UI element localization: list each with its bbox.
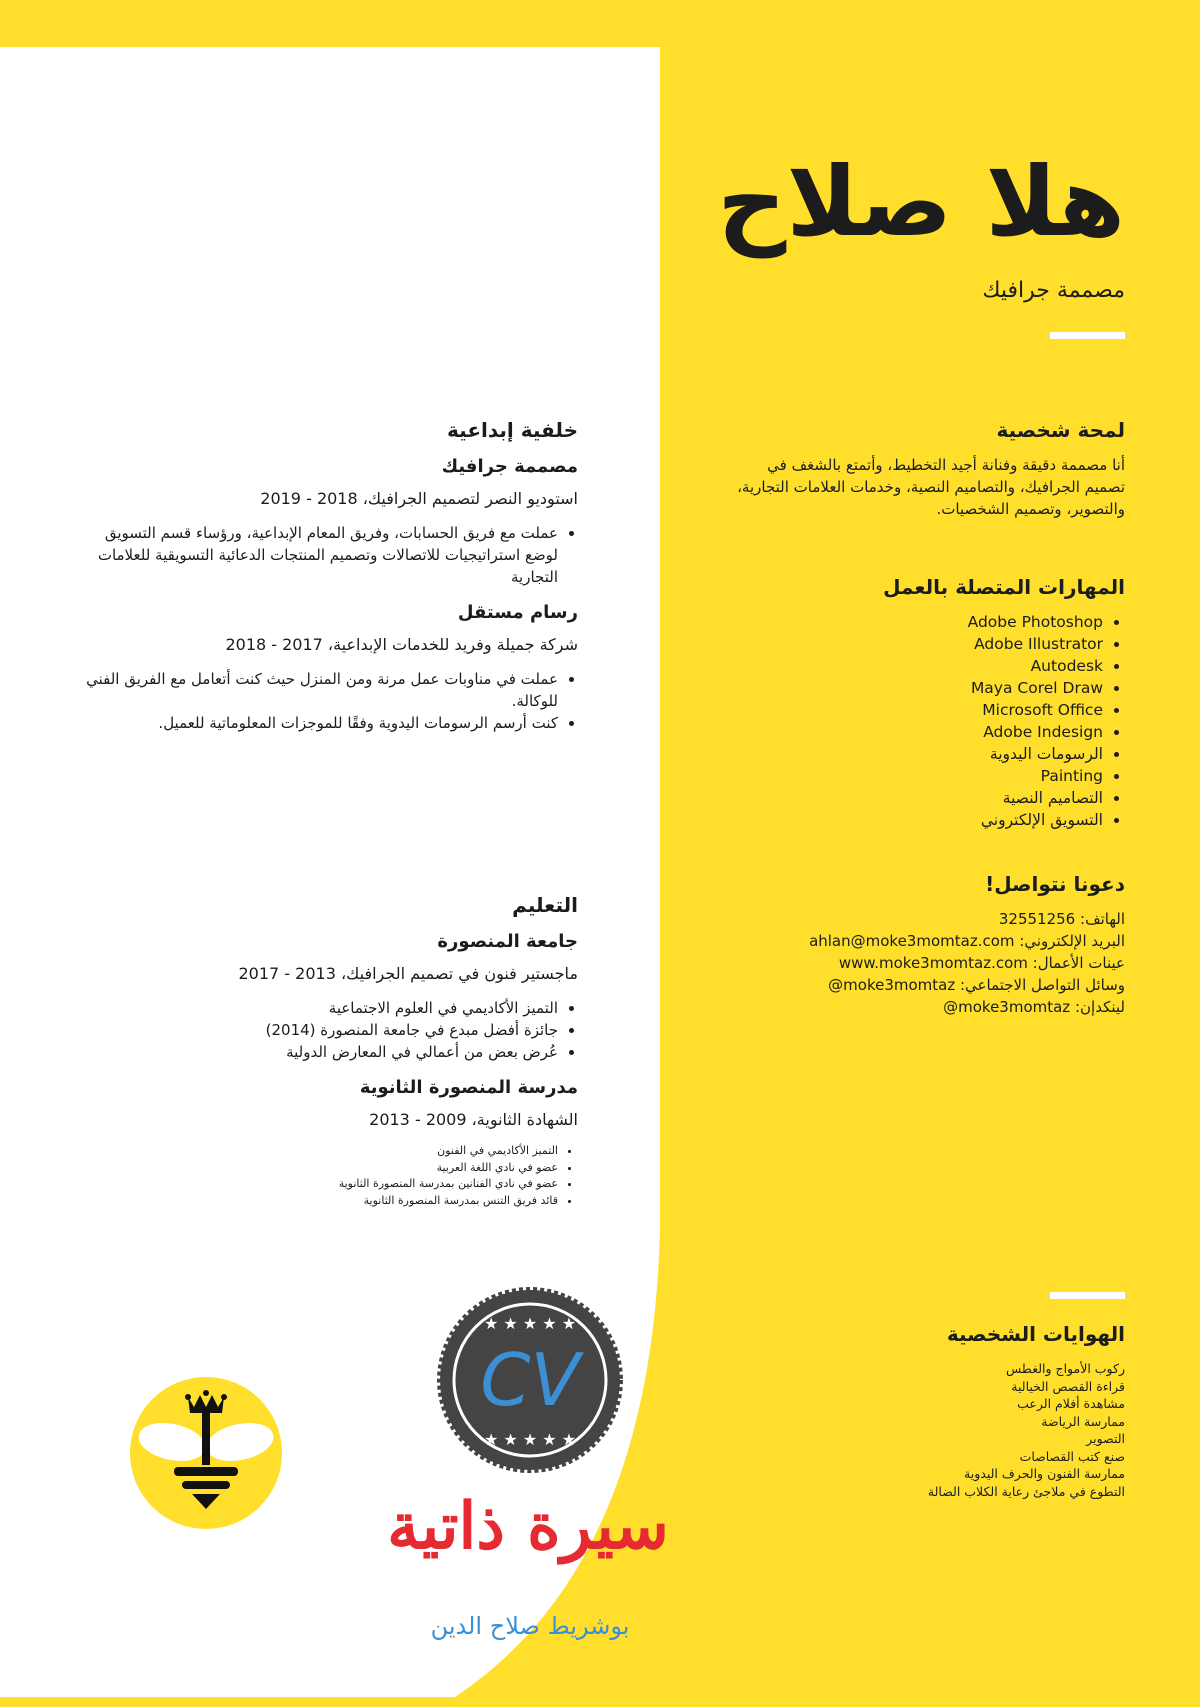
contact-email (685, 930, 1125, 952)
hobby-item: صنع كتب القصاصات (1019, 1448, 1125, 1464)
contact-label: الهاتف: (1080, 910, 1125, 928)
cv-badge-icon (437, 1287, 623, 1477)
hobby-item: ممارسة الفنون والحرف اليدوية (964, 1466, 1125, 1481)
contact-section (685, 872, 1125, 1018)
school-name: مدرسة المنصورة الثانوية (359, 1077, 578, 1098)
school-bullet: • جائزة أفضل مبدع في جامعة المنصورة (2014) (68, 1019, 558, 1041)
school-degree: ماجستير فنون في تصميم الجرافيك، 2013 - 2017 (238, 964, 578, 983)
education-section (68, 893, 578, 1209)
contact-value[interactable]: www.moke3momtaz.com (838, 954, 1028, 972)
person-name: هلا صلاح (717, 146, 1125, 258)
brand-title: سيرة ذاتية (387, 1489, 669, 1564)
role-title: مصممة جرافيك (441, 456, 578, 477)
school-bullet: • عضو في نادي اللغة العربية (68, 1160, 558, 1177)
skill-item: • التصاميم النصية (735, 787, 1103, 809)
hobbies-section (735, 1322, 1125, 1500)
svg-text:★ ★ ★ ★ ★: ★ ★ ★ ★ ★ (483, 1314, 577, 1333)
profile-title: لمحة شخصية (996, 418, 1125, 442)
role-bullets (68, 668, 578, 734)
experience-section (68, 418, 578, 734)
hobby-item: قراءة القصص الخيالية (1011, 1378, 1125, 1394)
education-title: التعليم (512, 893, 578, 917)
school-degree: الشهادة الثانوية، 2009 - 2013 (369, 1110, 578, 1129)
school-bullet: • عُرض بعض من أعمالي في المعارض الدولية (68, 1041, 558, 1063)
skill-item: • Maya Corel Draw (735, 677, 1103, 699)
school-bullets (68, 997, 578, 1063)
role-title: رسام مستقل (457, 602, 578, 623)
skills-section (735, 575, 1125, 831)
hobby-item: ممارسة الرياضة (1041, 1413, 1125, 1429)
bee-logo-icon (130, 1377, 282, 1533)
skill-item: • التسويق الإلكتروني (735, 809, 1103, 831)
contact-label: عينات الأعمال: (1032, 954, 1125, 972)
skill-item: • Adobe Indesign (735, 721, 1103, 743)
skill-item: • Autodesk (735, 655, 1103, 677)
role-bullet: • كنت أرسم الرسومات اليدوية وفقًا للموجزات المعلوماتية للعميل. (68, 712, 558, 734)
hobbies-title: الهوايات الشخصية (946, 1322, 1125, 1346)
skill-item: • الرسومات اليدوية (735, 743, 1103, 765)
experience-role (68, 456, 578, 588)
badge-text: CV (480, 1338, 580, 1422)
education-school (68, 931, 578, 1063)
contact-value: 32551256 (998, 910, 1076, 928)
hobbies-divider (1050, 1292, 1125, 1299)
contact-value: @moke3momtaz (943, 998, 1071, 1016)
contact-value[interactable]: ahlan@moke3momtaz.com (809, 932, 1015, 950)
contact-label: البريد الإلكتروني: (1019, 932, 1125, 950)
contact-portfolio (685, 952, 1125, 974)
contact-linkedin (685, 996, 1125, 1018)
title-divider (1050, 332, 1125, 339)
skill-item: • Microsoft Office (735, 699, 1103, 721)
hobby-item: التصوير (1086, 1431, 1125, 1446)
experience-role (68, 602, 578, 734)
contact-social (685, 974, 1125, 996)
education-school (68, 1077, 578, 1209)
role-bullet: • عملت في مناوبات عمل مرنة ومن المنزل حيث كنت أتعامل مع الفريق الفني للوكالة. (68, 668, 558, 712)
contact-value: @moke3momtaz (828, 976, 956, 994)
role-company: استوديو النصر لتصميم الجرافيك، 2018 - 2019 (260, 489, 578, 508)
svg-text:★ ★ ★ ★ ★: ★ ★ ★ ★ ★ (483, 1430, 577, 1449)
school-bullets (68, 1143, 578, 1209)
skill-item: • Painting (735, 765, 1103, 787)
school-bullet: • عضو في نادي الفنانين بمدرسة المنصورة الثانوية (68, 1176, 558, 1193)
role-company: شركة جميلة وفريد للخدمات الإبداعية، 2017 - 2018 (225, 635, 578, 654)
brand-author: بوشريط صلاح الدين (430, 1612, 630, 1640)
profile-section (735, 418, 1125, 520)
skills-list (735, 611, 1125, 831)
skill-item: • Adobe Photoshop (735, 611, 1103, 633)
hobbies-list (735, 1360, 1125, 1500)
skills-title: المهارات المتصلة بالعمل (883, 575, 1125, 599)
contact-phone (685, 908, 1125, 930)
contact-label: لينكدإن: (1074, 998, 1125, 1016)
job-title: مصممة جرافيك (982, 278, 1125, 303)
school-name: جامعة المنصورة (437, 931, 578, 952)
school-bullet: • التميز الأكاديمي في الفنون (68, 1143, 558, 1160)
profile-text: أنا مصممة دقيقة وفنانة أجيد التخطيط، وأتمتع بالشغف في تصميم الجرافيك، والتصاميم النصية، وخدمات العلامات التجارية، والتصوير، وتصميم الشخصيات. (737, 456, 1125, 518)
role-bullets (68, 522, 578, 588)
school-bullet: • التميز الأكاديمي في العلوم الاجتماعية (68, 997, 558, 1019)
role-bullet: • عملت مع فريق الحسابات، وفريق المعام الإبداعية، ورؤساء قسم التسويق لوضع استراتيجيات للاتصالات وتصميم المنتجات الدعائية التسويقية للعلامات التجارية (68, 522, 558, 588)
experience-title: خلفية إبداعية (447, 418, 578, 442)
contact-label: وسائل التواصل الاجتماعي: (960, 976, 1125, 994)
hobby-item: مشاهدة أفلام الرعب (1017, 1396, 1125, 1411)
hobby-item: التطوع في ملاجئ رعاية الكلاب الضالة (927, 1483, 1125, 1499)
skill-item: • Adobe Illustrator (735, 633, 1103, 655)
hobby-item: ركوب الأمواج والغطس (1006, 1361, 1125, 1376)
school-bullet: • قائد فريق التنس بمدرسة المنصورة الثانوية (68, 1193, 558, 1210)
contact-title: دعونا نتواصل! (985, 872, 1125, 896)
